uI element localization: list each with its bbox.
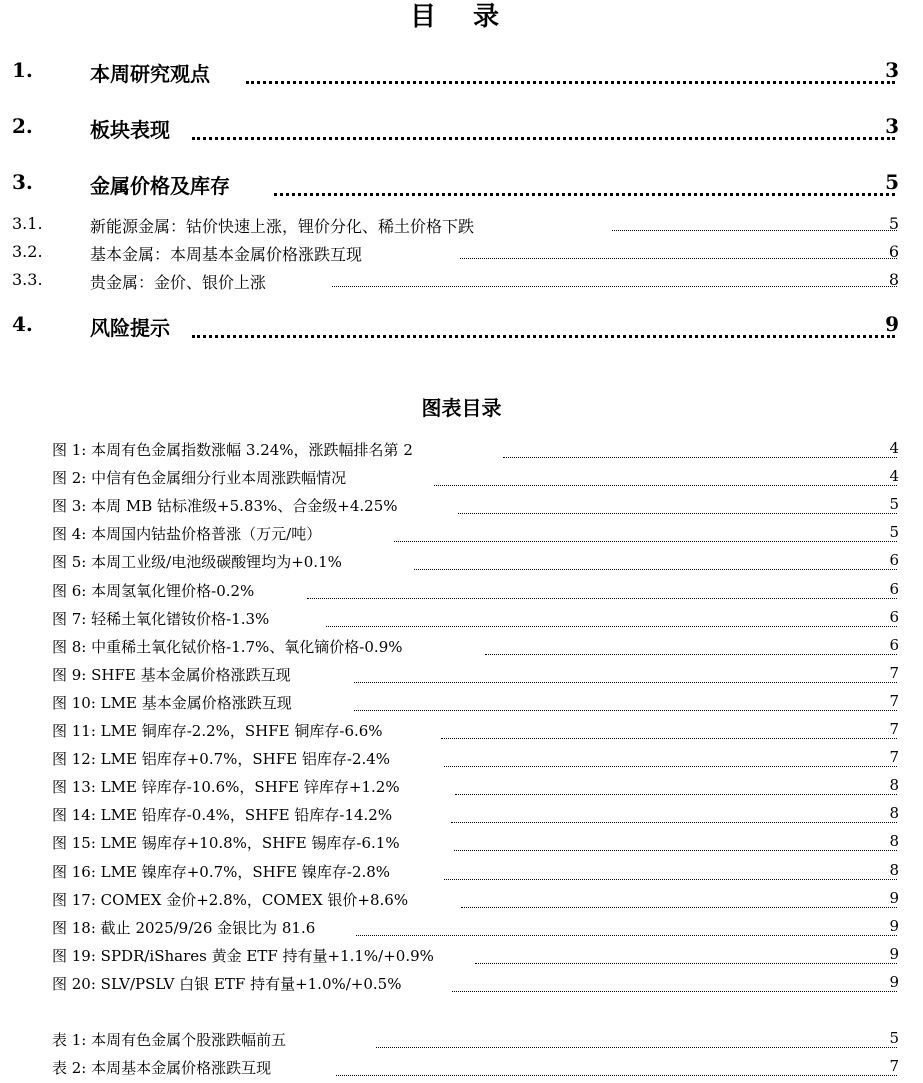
dot-leader: [376, 1039, 897, 1048]
toc-entry-page: 5: [885, 170, 899, 194]
figure-label: 图 5: 本周工业级/电池级碳酸锂均为+0.1%: [52, 553, 342, 572]
figure-list-item[interactable]: [0, 636, 923, 660]
figure-list-item[interactable]: [0, 861, 923, 885]
dot-leader: [485, 646, 897, 655]
toc-entry-number: 4.: [12, 312, 33, 336]
figure-label: 图 3: 本周 MB 钴标准级+5.83%、合金级+4.25%: [52, 497, 398, 516]
table-label: 表 1: 本周有色金属个股涨跌幅前五: [52, 1031, 287, 1049]
figure-page: 6: [889, 551, 899, 570]
figure-label: 图 11: LME 铜库存-2.2%，SHFE 铜库存-6.6%: [52, 722, 383, 740]
dot-leader: [441, 730, 897, 739]
figure-label: 图 8: 中重稀土氧化铽价格-1.7%、氧化镝价格-0.9%: [52, 637, 403, 656]
figure-label: 图 14: LME 铅库存-0.4%，SHFE 铅库存-14.2%: [52, 806, 393, 825]
toc-entry-3-2[interactable]: [0, 242, 923, 264]
figure-page: 4: [889, 439, 899, 457]
figure-list-item[interactable]: [0, 523, 923, 547]
toc-entry-number: 3.1.: [12, 214, 43, 233]
dot-leader: [356, 927, 897, 936]
figure-list-item[interactable]: [0, 776, 923, 800]
table-label: 表 2: 本周基本金属价格涨跌互现: [52, 1059, 272, 1077]
figure-list-item[interactable]: [0, 439, 923, 463]
dot-leader: [475, 955, 897, 964]
figure-list-item[interactable]: [0, 889, 923, 913]
figure-page: 9: [889, 944, 899, 963]
figure-list-item[interactable]: [0, 608, 923, 632]
toc-entry-number: 1.: [12, 58, 33, 82]
dot-leader: [503, 449, 897, 458]
toc-entry-page: 3: [885, 114, 899, 138]
figure-list-item[interactable]: [0, 551, 923, 575]
toc-entry-label: 金属价格及库存: [90, 174, 230, 198]
toc-entry-label: 本周研究观点: [90, 62, 210, 86]
figure-label: 图 2: 中信有色金属细分行业本周涨跌幅情况: [52, 469, 347, 488]
figure-page: 7: [889, 748, 899, 767]
toc-entry-label: 基本金属：本周基本金属价格涨跌互现: [90, 245, 363, 264]
figure-list-item[interactable]: [0, 495, 923, 519]
dot-leader: [192, 127, 895, 140]
figure-page: 8: [889, 832, 899, 851]
toc-title: 目 录: [409, 2, 514, 32]
figure-list-item[interactable]: [0, 720, 923, 744]
figure-list-item[interactable]: [0, 832, 923, 856]
figure-list-item[interactable]: [0, 917, 923, 941]
figure-page: 9: [889, 888, 899, 907]
table-page: 7: [889, 1057, 899, 1075]
figure-page: 8: [889, 776, 899, 795]
dot-leader: [451, 814, 897, 823]
dot-leader: [458, 505, 897, 514]
figure-list-item[interactable]: [0, 804, 923, 828]
toc-entry-2[interactable]: [0, 114, 923, 146]
figure-label: 图 6: 本周氢氧化锂价格-0.2%: [52, 581, 255, 600]
toc-entry-label: 新能源金属：钴价快速上涨，锂价分化、稀土价格下跌: [90, 217, 475, 236]
figure-page: 9: [889, 972, 899, 991]
figure-label: 图 16: LME 镍库存+0.7%，SHFE 镍库存-2.8%: [52, 862, 391, 881]
dot-leader: [455, 786, 897, 795]
figure-label: 图 9: SHFE 基本金属价格涨跌互现: [52, 665, 291, 684]
dot-leader: [452, 983, 897, 992]
figure-label: 图 19: SPDR/iShares 黄金 ETF 持有量+1.1%/+0.9%: [52, 946, 434, 965]
figure-page: 8: [889, 860, 899, 879]
figure-list-title: 图表目录: [421, 396, 502, 420]
toc-entry-page: 5: [888, 214, 899, 233]
dot-leader: [326, 618, 897, 627]
dot-leader: [461, 899, 897, 908]
figure-label: 图 7: 轻稀土氧化镨钕价格-1.3%: [52, 609, 270, 628]
dot-leader: [612, 222, 897, 231]
toc-entry-number: 3.2.: [12, 242, 43, 261]
toc-entry-number: 3.: [12, 170, 33, 194]
figure-label: 图 18: 截止 2025/9/26 金银比为 81.6: [52, 918, 316, 937]
figure-list-item[interactable]: [0, 664, 923, 688]
toc-entry-label: 风险提示: [90, 316, 170, 340]
figure-page: 6: [889, 579, 899, 598]
figure-page: 7: [889, 691, 899, 710]
figure-label: 图 4: 本周国内钴盐价格普涨（万元/吨）: [52, 525, 322, 544]
figure-page: 6: [889, 607, 899, 626]
figure-page: 9: [889, 916, 899, 935]
figure-label: 图 12: LME 铝库存+0.7%，SHFE 铝库存-2.4%: [52, 750, 391, 769]
table-page: 5: [889, 1029, 899, 1047]
figure-list-item[interactable]: [0, 945, 923, 969]
toc-entry-3-1[interactable]: [0, 214, 923, 236]
dot-leader: [274, 183, 895, 196]
dot-leader: [394, 533, 897, 542]
figure-label: 图 20: SLV/PSLV 白银 ETF 持有量+1.0%/+0.5%: [52, 974, 402, 993]
dot-leader: [444, 758, 897, 767]
toc-entry-page: 9: [885, 312, 899, 336]
toc-entry-3[interactable]: [0, 170, 923, 202]
dot-leader: [307, 590, 897, 599]
dot-leader: [246, 71, 895, 84]
toc-entry-page: 8: [888, 270, 899, 289]
figure-page: 8: [889, 804, 899, 823]
figure-list-item[interactable]: [0, 580, 923, 604]
dot-leader: [336, 1067, 897, 1076]
figure-label: 图 13: LME 锌库存-10.6%，SHFE 锌库存+1.2%: [52, 778, 400, 797]
dot-leader: [454, 842, 897, 851]
figure-page: 6: [889, 635, 899, 654]
toc-entry-4[interactable]: [0, 312, 923, 344]
dot-leader: [354, 702, 897, 711]
dot-leader: [434, 477, 897, 486]
toc-entry-label: 贵金属：金价、银价上涨: [90, 273, 267, 292]
table-list-item[interactable]: [0, 1057, 923, 1081]
figure-label: 图 15: LME 锡库存+10.8%，SHFE 锡库存-6.1%: [52, 834, 400, 853]
figure-page: 7: [889, 720, 899, 738]
figure-label: 图 1: 本周有色金属指数涨幅 3.24%，涨跌幅排名第 2: [52, 441, 413, 459]
dot-leader: [414, 561, 897, 570]
dot-leader: [354, 674, 897, 683]
toc-entry-3-3[interactable]: [0, 270, 923, 292]
figure-page: 7: [889, 663, 899, 682]
figure-label: 图 10: LME 基本金属价格涨跌互现: [52, 693, 292, 712]
toc-entry-number: 3.3.: [12, 270, 43, 289]
figure-list-item[interactable]: [0, 973, 923, 997]
figure-label: 图 17: COMEX 金价+2.8%，COMEX 银价+8.6%: [52, 890, 409, 909]
dot-leader: [444, 871, 897, 880]
figure-page: 4: [889, 467, 899, 486]
figure-list-item[interactable]: [0, 748, 923, 772]
figure-page: 5: [889, 495, 899, 514]
dot-leader: [192, 325, 895, 338]
toc-entry-page: 6: [888, 242, 899, 261]
toc-entry-page: 3: [885, 58, 899, 82]
dot-leader: [460, 250, 897, 259]
toc-entry-1[interactable]: [0, 58, 923, 90]
toc-entry-label: 板块表现: [90, 118, 170, 142]
figure-list-item[interactable]: [0, 467, 923, 491]
figure-list-item[interactable]: [0, 692, 923, 716]
table-list-item[interactable]: [0, 1029, 923, 1053]
dot-leader: [332, 278, 897, 287]
toc-entry-number: 2.: [12, 114, 33, 138]
figure-page: 5: [889, 523, 899, 542]
